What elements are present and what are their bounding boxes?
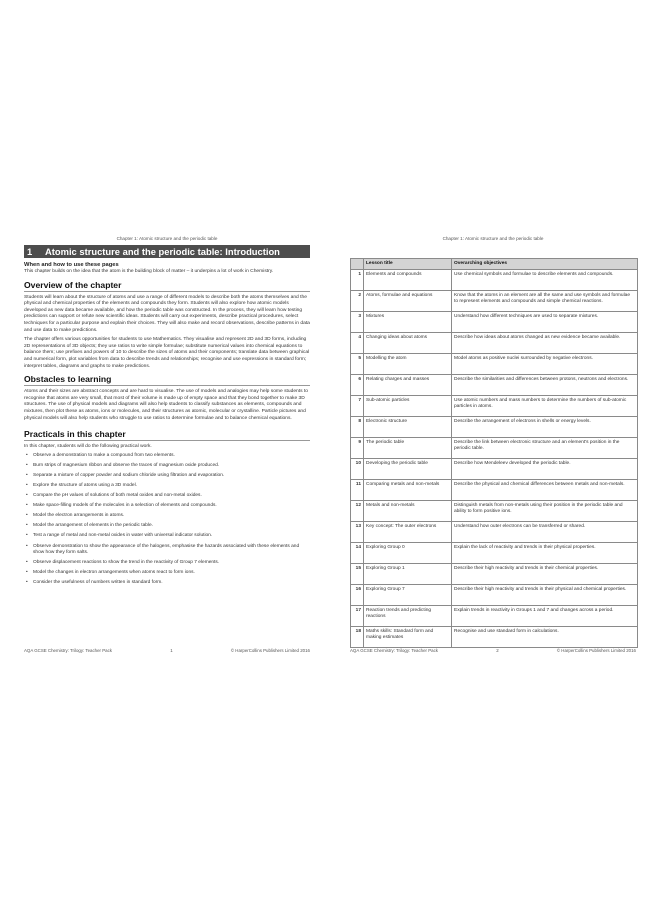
running-head: Chapter 1: Atomic structure and the periodic table [116, 236, 218, 241]
practical-item: • Model the arrangement of elements in the periodic table. [24, 523, 310, 529]
overview-paragraph-1: Students will learn about the structure of atoms and use a range of different models to describe both the atoms themselves and the physical and chemical properties of the elements and compounds they form. Students will also explore how atomic models developed as new data became available, and how the periodic table was constructed. In the process, they will learn how testing predictions can support or refute new scientific ideas. Students will carry out experiments, describe practical procedures, select techniques for a particular purpose and explain their choices. They will also make and record observations, describe patterns in data and use data to make predictions. [24, 294, 310, 333]
lesson-number: 11 [351, 480, 364, 501]
lesson-number: 3 [351, 312, 364, 333]
chapter-title-bar [24, 245, 310, 258]
practical-item: • Model the electron arrangements in atoms. [24, 513, 310, 519]
footer-copyright: © HarperCollins Publishers Limited 2016 [556, 648, 636, 653]
lesson-objective: Describe how Mendeleev developed the periodic table. [452, 459, 638, 480]
practicals-list [24, 453, 310, 587]
footer-publication: AQA GCSE Chemistry: Trilogy: Teacher Pack [24, 648, 113, 653]
lessons-table [350, 258, 638, 648]
lesson-objective: Recognise and use standard form in calculations. [452, 627, 638, 648]
lesson-objective: Distinguish metals from non-metals using their position in the periodic table and ability to form positive ions. [452, 501, 638, 522]
page-footer [350, 648, 636, 653]
when-how-heading: When and how to use these pages [24, 262, 119, 268]
lesson-objective: Understand how different techniques are used to separate mixtures. [452, 312, 638, 333]
lesson-objective: Explain trends in reactivity in Groups 1 and 7 and changes across a period. [452, 606, 638, 627]
lesson-number: 14 [351, 543, 364, 564]
lesson-title: Metals and non-metals [364, 501, 452, 522]
lesson-number: 13 [351, 522, 364, 543]
table-row [351, 627, 638, 648]
lesson-number: 7 [351, 396, 364, 417]
lesson-title: Electronic structure [364, 417, 452, 438]
table-row [351, 606, 638, 627]
divider [24, 385, 310, 386]
table-row [351, 564, 638, 585]
lesson-objective: Describe the arrangement of electrons in shells or energy levels. [452, 417, 638, 438]
obstacles-heading: Obstacles to learning [24, 374, 112, 385]
lesson-title: Key concept: The outer electrons [364, 522, 452, 543]
table-header-row [351, 259, 638, 270]
divider [24, 440, 310, 441]
lesson-title: Changing ideas about atoms [364, 333, 452, 354]
running-head: Chapter 1: Atomic structure and the periodic table [442, 236, 544, 241]
page-footer [24, 648, 310, 653]
lesson-title: Elements and compounds [364, 270, 452, 291]
practical-item: • Explore the structure of atoms using a 3D model. [24, 483, 310, 489]
lesson-objective: Use atomic numbers and mass numbers to determine the numbers of sub-atomic particles in atoms. [452, 396, 638, 417]
practical-item: • Model the changes in electron arrangements when atoms react to form ions. [24, 570, 310, 576]
lesson-number: 6 [351, 375, 364, 396]
lesson-number: 4 [351, 333, 364, 354]
practical-item: • Make space-filling models of the molecules in a selection of elements and compounds. [24, 503, 310, 509]
lesson-number: 10 [351, 459, 364, 480]
lesson-title: Developing the periodic table [364, 459, 452, 480]
lesson-objective: Describe how ideas about atoms changed as new evidence became available. [452, 333, 638, 354]
practical-item: • Observe displacement reactions to show the trend in the reactivity of Group 7 elements. [24, 560, 310, 566]
lesson-objective: Describe the physical and chemical differences between metals and non-metals. [452, 480, 638, 501]
lesson-title: Comparing metals and non-metals [364, 480, 452, 501]
table-row [351, 312, 638, 333]
left-page [24, 236, 310, 653]
footer-publication: AQA GCSE Chemistry: Trilogy: Teacher Pack [350, 648, 439, 653]
lesson-title: Relating charges and masses [364, 375, 452, 396]
lesson-objective: Describe their high reactivity and trends in their physical and chemical properties. [452, 585, 638, 606]
lesson-number: 16 [351, 585, 364, 606]
table-row [351, 543, 638, 564]
lesson-title: Reaction trends and predicting reactions [364, 606, 452, 627]
header-lesson-title: Lesson title [364, 259, 452, 270]
practical-item: • Observe a demonstration to make a compound from two elements. [24, 453, 310, 459]
lesson-objective: Use chemical symbols and formulae to describe elements and compounds. [452, 270, 638, 291]
chapter-title: Atomic structure and the periodic table: Introduction [45, 246, 280, 257]
lesson-title: Modelling the atom [364, 354, 452, 375]
footer-page-number: 2 [496, 648, 499, 653]
overview-paragraph-2: The chapter offers various opportunities for students to use Mathematics. They visualise and represent 2D and 3D forms, including 2D representations of 3D objects; they use ratios to write simple formulae; substitute numerical values into chemical equations to balance them; use prefixes and powers of 10 to describe the sizes of atoms and their components; translate data between graphical and numerical form, plot variables from data to describe trends and relationships; recognise and use expressions in standard form; interpret tables, diagrams and graphs to make predictions. [24, 337, 310, 369]
table-row [351, 291, 638, 312]
table-row [351, 333, 638, 354]
divider [24, 291, 310, 292]
lesson-title: Exploring Group 7 [364, 585, 452, 606]
practical-item: • Burn strips of magnesium ribbon and observe the traces of magnesium oxide produced. [24, 463, 310, 469]
table-row [351, 501, 638, 522]
lesson-objective: Model atoms as positive nuclei surrounded by negative electrons. [452, 354, 638, 375]
lesson-objective: Describe the similarities and differences between protons, neutrons and electrons. [452, 375, 638, 396]
footer-copyright: © HarperCollins Publishers Limited 2016 [230, 648, 310, 653]
lesson-title: Atoms, formulae and equations [364, 291, 452, 312]
table-row [351, 438, 638, 459]
practical-item: • Consider the usefulness of numbers written in standard form. [24, 580, 310, 586]
lesson-objective: Describe the link between electronic structure and an element's position in the periodic table. [452, 438, 638, 459]
header-objectives: Overarching objectives [452, 259, 638, 270]
lesson-title: Mixtures [364, 312, 452, 333]
lesson-objective: Understand how outer electrons can be transferred or shared. [452, 522, 638, 543]
lesson-number: 18 [351, 627, 364, 648]
chapter-number: 1 [27, 246, 33, 257]
lesson-number: 8 [351, 417, 364, 438]
table-row [351, 375, 638, 396]
table-row [351, 585, 638, 606]
practicals-intro: In this chapter, students will do the following practical work. [24, 444, 152, 450]
right-page [350, 236, 636, 653]
table-row [351, 354, 638, 375]
lesson-title: Exploring Group 0 [364, 543, 452, 564]
lesson-title: Maths skills: Standard form and making estimates [364, 627, 452, 648]
lesson-objective: Explain the lack of reactivity and trends in their physical properties. [452, 543, 638, 564]
lesson-title: Exploring Group 1 [364, 564, 452, 585]
table-row [351, 270, 638, 291]
lesson-title: Sub-atomic particles [364, 396, 452, 417]
when-how-text: This chapter builds on the idea that the atom is the building block of matter – it underpins a lot of work in Chemistry. [24, 269, 274, 274]
table-row [351, 459, 638, 480]
lesson-objective: Know that the atoms in an element are all the same and use symbols and formulae to represent elements and compounds and simple chemical reactions. [452, 291, 638, 312]
lesson-number: 1 [351, 270, 364, 291]
practical-item: • Observe demonstration to show the appearance of the halogens, emphasise the hazards associated with these elements and show how they form salts. [24, 544, 310, 557]
header-number [351, 259, 364, 270]
lesson-number: 12 [351, 501, 364, 522]
practical-item: • Compare the pH values of solutions of both metal oxides and non-metal oxides. [24, 493, 310, 499]
table-row [351, 417, 638, 438]
table-row [351, 522, 638, 543]
lesson-objective: Describe their high reactivity and trends in their chemical properties. [452, 564, 638, 585]
obstacles-text: Atoms and their sizes are abstract concepts and are hard to visualise. The use of models and analogies may help some students to recognise that atoms are very small, that most of their volume is made up of empty space and that they bond together to make 3D structures. The use of physical models and diagrams will also help students to classify substances as elements, compounds and mixtures, then plot these as atoms, ions or molecules, and their structures as atomic, molecular or crystalline. Particle pictures and physical models will also help students who struggle to use ratios to determine formulae and to balance chemical equations. [24, 389, 308, 421]
lesson-title: The periodic table [364, 438, 452, 459]
practical-item: • Test a range of metal and non-metal oxides in water with universal indicator solution. [24, 533, 310, 539]
lesson-number: 9 [351, 438, 364, 459]
overview-heading: Overview of the chapter [24, 279, 122, 290]
lesson-number: 2 [351, 291, 364, 312]
practicals-heading: Practicals in this chapter [24, 429, 126, 440]
lesson-number: 17 [351, 606, 364, 627]
footer-page-number: 1 [170, 648, 173, 653]
practical-item: • Separate a mixture of copper powder and sodium chloride using filtration and evaporation. [24, 473, 310, 479]
lesson-number: 15 [351, 564, 364, 585]
table-row [351, 480, 638, 501]
lesson-number: 5 [351, 354, 364, 375]
table-row [351, 396, 638, 417]
